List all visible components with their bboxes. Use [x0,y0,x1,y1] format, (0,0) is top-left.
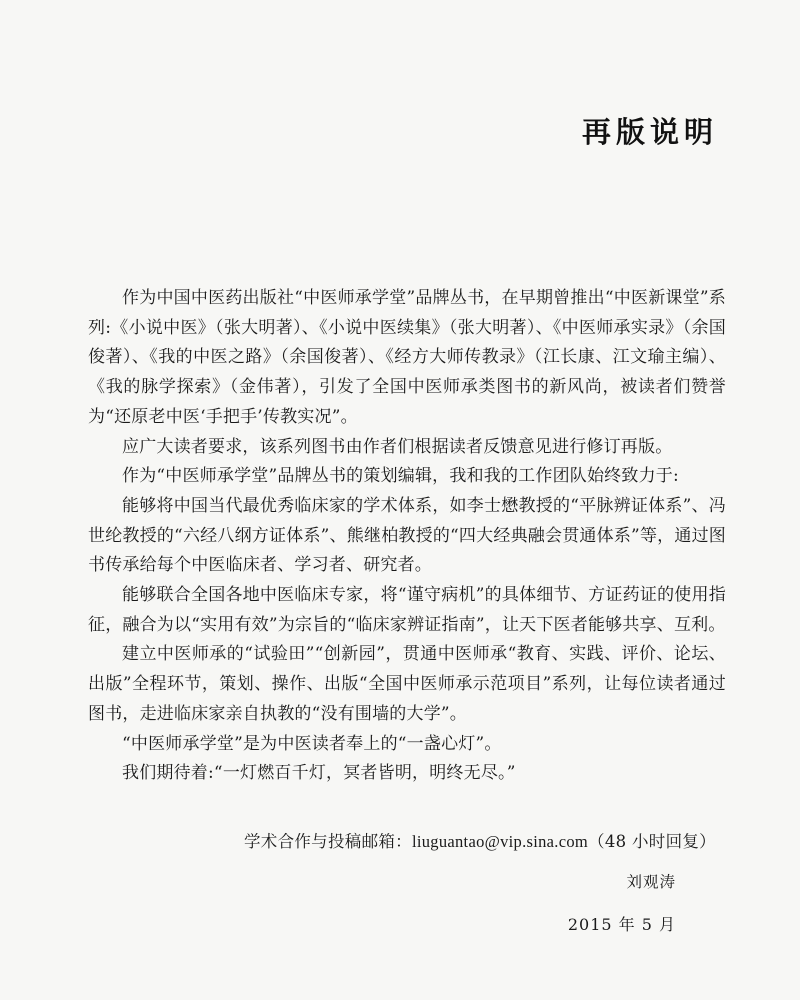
paragraph: 建立中医师承的“试验田”“创新园”，贯通中医师承“教育、实践、评价、论坛、出版”全程环节，策划、操作、出版“全国中医师承示范项目”系列，让每位读者通过图书，走进临床家亲自执教的“没有围墙的大学”。 [88,644,726,724]
contact-email: liuguantao@vip.sina.com [411,832,589,851]
paragraph: 我们期待着:“一灯燃百千灯，冥者皆明，明终无尽。” [122,763,516,784]
contact-note: （48 小时回复） [588,832,716,851]
body-text [88,284,726,789]
paragraph: 作为“中医师承学堂”品牌丛书的策划编辑，我和我的工作团队始终致力于: [122,466,679,487]
contact-line [244,828,716,852]
paragraph: 应广大读者要求，该系列图书由作者们根据读者反馈意见进行修订再版。 [122,436,673,457]
signature-name: 刘观涛 [626,873,676,891]
page-title: 再版说明 [581,115,718,149]
paragraph: “中医师承学堂”是为中医读者奉上的“一盏心灯”。 [122,733,502,754]
contact-label: 学术合作与投稿邮箱： [243,832,412,851]
paragraph: 能够将中国当代最优秀临床家的学术体系，如李士懋教授的“平脉辨证体系”、冯世纶教授的“六经八纲方证体系”、熊继柏教授的“四大经典融会贯通体系”等，通过图书传承给每个中医临床者、学习者、研究者。 [88,495,726,576]
paragraph: 作为中国中医药出版社“中医师承学堂”品牌丛书，在早期曾推出“中医新课堂”系列:《小说中医》（张大明著）、《小说中医续集》（张大明著）、《中医师承实录》（余国俊著）、《我的中医之路》（余国俊著）、《经方大师传教录》（江长康、江文瑜主编）、《我的脉学探索》（金伟著），引发了全国中医师承类图书的新风尚，被读者们赞誉为“还原老中医‘手把手’传教实况”。 [88,288,726,427]
paragraph: 能够联合全国各地中医临床专家，将“谨守病机”的具体细节、方证药证的使用指征，融合为以“实用有效”为宗旨的“临床家辨证指南”，让天下医者能够共享、互利。 [88,585,726,635]
signature-date: 2015 年 5 月 [567,915,676,934]
